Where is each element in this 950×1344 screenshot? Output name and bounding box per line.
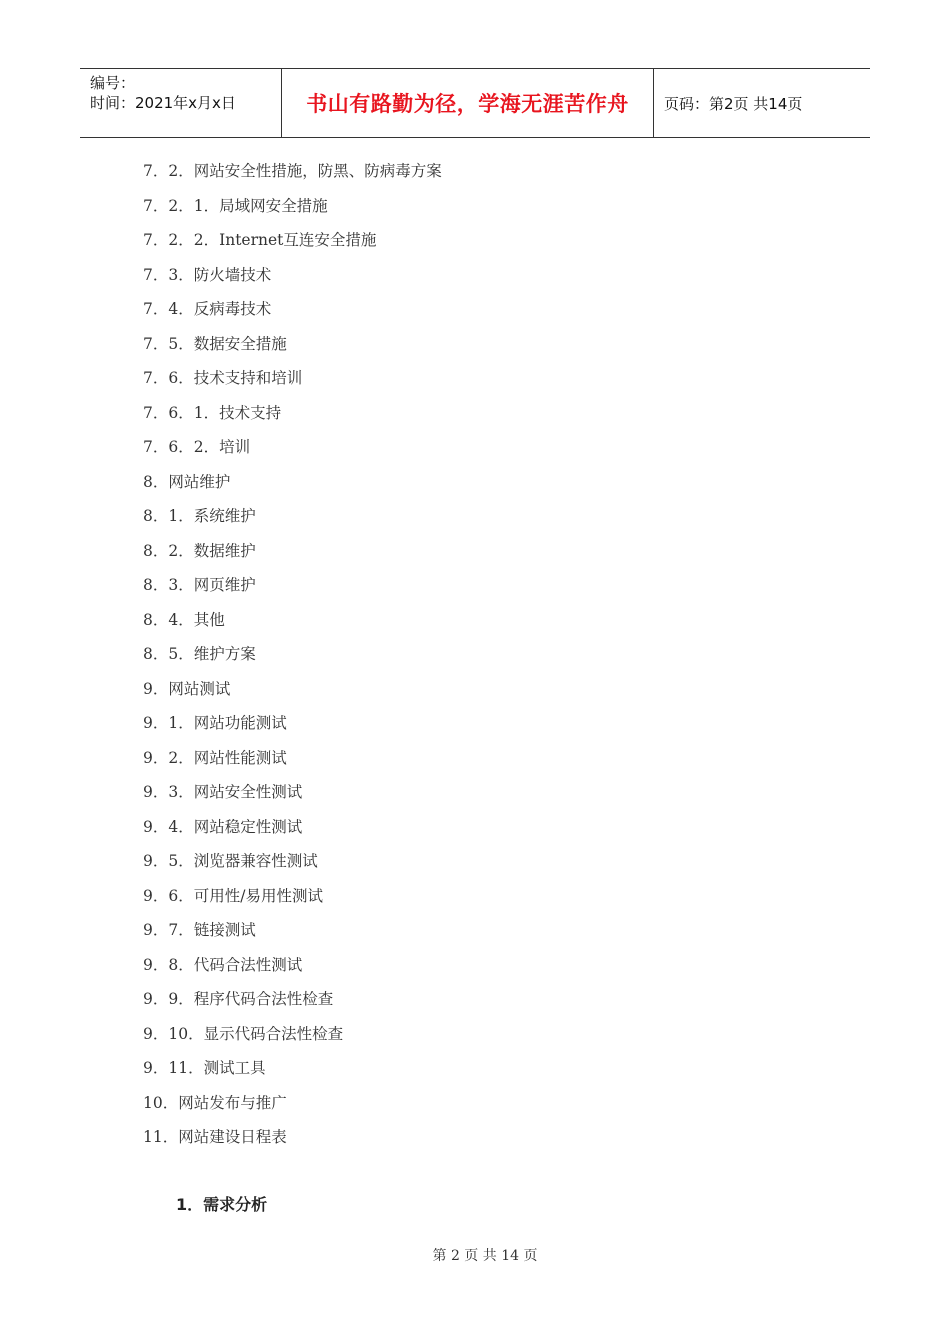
document-date-label: 时间：2021年x月x日 [90,94,236,112]
toc-item: 11．网站建设日程表 [143,1128,287,1146]
toc-item: 7．2．1．局域网安全措施 [143,196,328,215]
page-footer: 第 2 页 共 14 页 [432,1248,538,1264]
table-of-contents [143,154,442,1155]
toc-item: 9．9．程序代码合法性检查 [143,990,334,1008]
page-header [80,68,870,138]
toc-item: 8．5．维护方案 [143,645,256,663]
toc-item: 7．4．反病毒技术 [143,300,272,318]
toc-item: 9．1．网站功能测试 [143,714,287,732]
header-page-info: 页码：第2页 共14页 [664,94,803,113]
toc-item: 9．2．网站性能测试 [143,748,287,767]
toc-item: 9．5．浏览器兼容性测试 [143,852,318,870]
toc-item: 8．网站维护 [143,472,231,491]
toc-item: 8．4．其他 [143,610,225,629]
toc-item: 9．10．显示代码合法性检查 [143,1024,344,1043]
toc-item: 7．3．防火墙技术 [143,265,272,284]
toc-item: 9．3．网站安全性测试 [143,783,303,801]
toc-item: 9．11．测试工具 [143,1059,266,1077]
header-motto: 书山有路勤为径，学海无涯苦作舟 [282,69,654,137]
toc-item: 8．2．数据维护 [143,541,256,560]
toc-item: 8．3．网页维护 [143,576,256,594]
toc-item: 9．8．代码合法性测试 [143,955,303,974]
header-left-cell [80,69,282,137]
toc-item: 7．6．1．技术支持 [143,403,282,422]
toc-item: 7．5．数据安全措施 [143,334,287,353]
toc-item: 9．6．可用性/易用性测试 [143,886,323,905]
toc-item: 9．4．网站稳定性测试 [143,817,303,836]
toc-item: 7．6．技术支持和培训 [143,369,303,387]
toc-item: 7．6．2．培训 [143,438,251,456]
toc-item: 9．网站测试 [143,679,231,698]
section-heading: 1．需求分析 [176,1195,268,1214]
toc-item: 7．2．2．Internet互连安全措施 [143,231,377,249]
toc-item: 8．1．系统维护 [143,507,256,525]
toc-item: 7．2．网站安全性措施，防黑、防病毒方案 [143,162,442,180]
toc-item: 9．7．链接测试 [143,921,256,939]
toc-item: 10．网站发布与推广 [143,1093,287,1112]
document-number-label: 编号： [90,74,136,92]
